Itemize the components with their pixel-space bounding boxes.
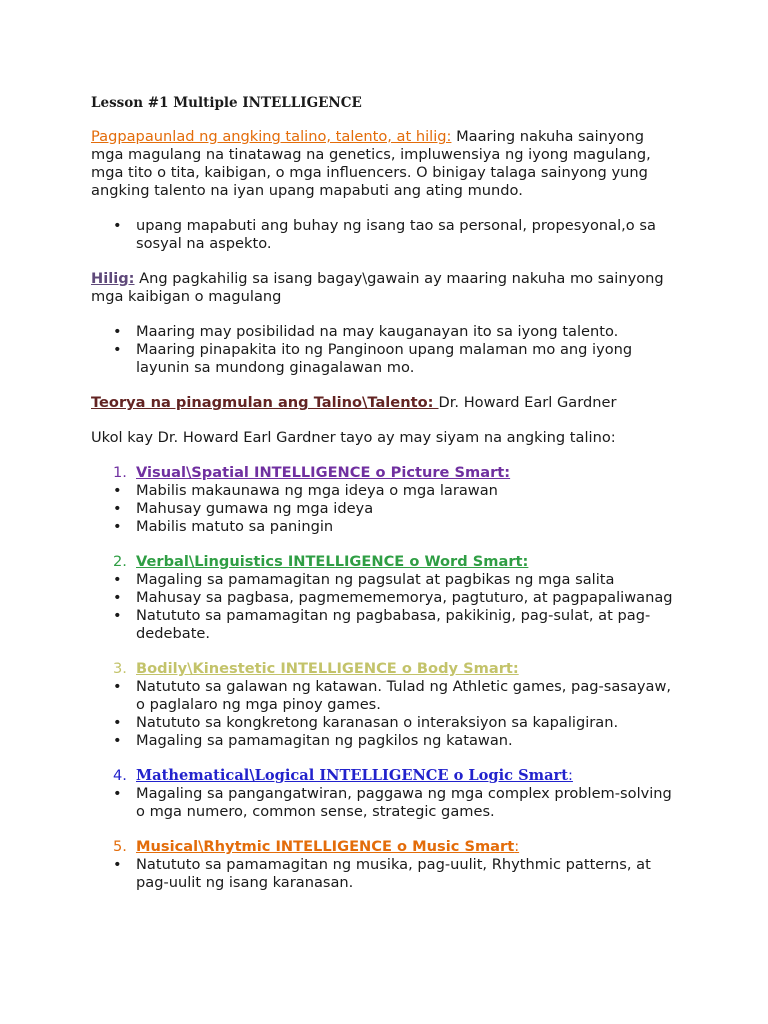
smart-title: Mathematical\Logical INTELLIGENCE o Logic Smart [136,767,568,784]
item-number: 4. [113,767,127,784]
list-item: • upang mapabuti ang buhay ng isang tao sa personal, propesyonal,o sa sosyal na aspekto. [91,217,681,253]
intro-bullet-list [91,217,681,253]
smart-title: Musical\Rhytmic INTELLIGENCE o Music Smart [136,838,515,855]
list-item: • Mahusay sa pagbasa, pagmemememorya, pagtuturo, at pagpapaliwanag [91,589,681,607]
smart-heading-5 [91,838,681,856]
item-number: 2. [113,553,127,570]
teorya-paragraph [91,394,681,412]
list-item: • Natututo sa pamamagitan ng musika, pag-uulit, Rhythmic patterns, at pag-uulit ng isang karanasan. [91,856,681,892]
smart-title-suffix: : [514,838,520,855]
intro-heading: Pagpapaunlad ng angking talino, talento, at hilig: [91,128,452,145]
smart-heading-3 [91,660,681,678]
list-item: • Magaling sa pamamagitan ng pagsulat at pagbikas ng mga salita [91,571,681,589]
document-body [91,128,681,892]
list-item: • Natututo sa kongkretong karanasan o interaksiyon sa kapaligiran. [91,714,681,732]
list-item: • Mahusay gumawa ng mga ideya [91,500,681,518]
smart-heading-2 [91,553,681,571]
smart-heading-1 [91,464,681,482]
smart-heading-4 [91,767,681,785]
list-item: • Natututo sa pamamagitan ng pagbabasa, pakikinig, pag-sulat, at pag-dedebate. [91,607,681,643]
list-item: • Magaling sa pamamagitan ng pagkilos ng katawan. [91,732,681,750]
item-number: 3. [113,660,127,677]
list-item: • Maaring pinapakita ito ng Panginoon upang malaman mo ang iyong layunin sa mundong ginagalawan mo. [91,341,681,377]
item-number: 5. [113,838,127,855]
list-item: • Natututo sa galawan ng katawan. Tulad ng Athletic games, pag-sasayaw, o paglalaro ng mga pinoy games. [91,678,681,714]
smart-title-suffix: : [568,767,573,784]
list-item: • Mabilis matuto sa paningin [91,518,681,536]
intro-paragraph [91,128,681,200]
smart-bullet-list-5 [91,856,681,892]
smart-bullet-list-2 [91,571,681,643]
list-item: • Maaring may posibilidad na may kauganayan ito sa iyong talento. [91,323,681,341]
hilig-heading: Hilig: [91,270,135,287]
smart-title: Bodily\Kinestetic INTELLIGENCE o Body Smart: [136,660,519,677]
teorya-heading: Teorya na pinagmulan ang Talino\Talento: [91,394,439,411]
intro-text: Maaring nakuha sainyong mga magulang na tinatawag na genetics, impluwensiya ng iyong magulang, mga tito o tita, kaibigan, o mga influencers. O binigay talaga sainyong yung angking talento na iyan upang mapabuti ang ating mundo. [91,128,651,199]
smart-bullet-list-4 [91,785,681,821]
item-number: 1. [113,464,127,481]
lesson-title: Lesson #1 Multiple INTELLIGENCE [91,95,362,111]
smart-bullet-list-3 [91,678,681,750]
hilig-text: Ang pagkahilig sa isang bagay\gawain ay maaring nakuha mo sainyong mga kaibigan o magulang [91,270,664,305]
list-item: • Mabilis makaunawa ng mga ideya o mga larawan [91,482,681,500]
teorya-text: Dr. Howard Earl Gardner [438,394,617,411]
smart-title: Visual\Spatial INTELLIGENCE o Picture Smart: [136,464,511,481]
hilig-paragraph [91,270,681,306]
ukol-paragraph: Ukol kay Dr. Howard Earl Gardner tayo ay may siyam na angking talino: [91,429,616,446]
hilig-bullet-list [91,323,681,377]
smart-bullet-list-1 [91,482,681,536]
list-item: • Magaling sa pangangatwiran, paggawa ng mga complex problem-solving o mga numero, common sense, strategic games. [91,785,681,821]
smart-title: Verbal\Linguistics INTELLIGENCE o Word Smart: [136,553,529,570]
